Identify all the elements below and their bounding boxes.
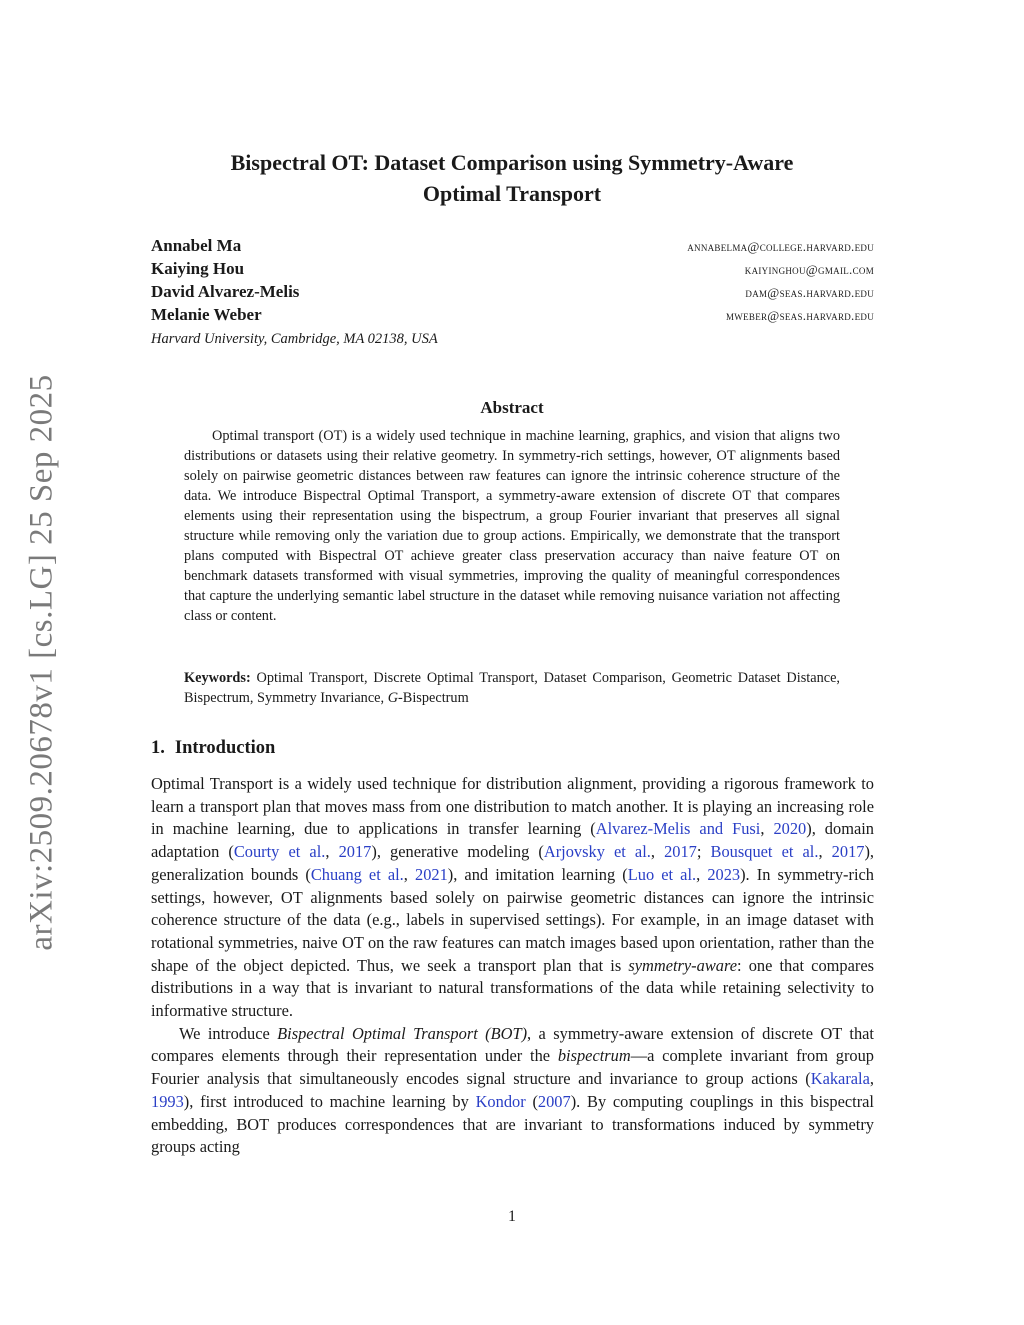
text-run: We introduce	[179, 1023, 278, 1043]
arxiv-id-text: arXiv:2509.20678v1 [cs.LG] 25 Sep 2025	[23, 373, 60, 951]
citation-link[interactable]: Alvarez-Melis and Fusi	[595, 819, 761, 839]
title-line-2: Optimal Transport	[422, 181, 602, 206]
citation-link[interactable]: Courty et al.	[233, 842, 326, 862]
citation-year-link[interactable]: 2007	[537, 1091, 571, 1111]
paper-title	[130, 147, 894, 209]
citation-year-link[interactable]: 2017	[664, 842, 697, 862]
keywords-text: Optimal Transport, Discrete Optimal Transport, Dataset Comparison, Geometric Dataset Distance, Bispectrum, Symmetry Invariance,	[184, 670, 841, 706]
keywords-label: Keywords:	[184, 670, 251, 686]
text-run: ,	[869, 1069, 874, 1089]
abstract-body: Optimal transport (OT) is a widely used technique in machine learning, graphics, and vision that aligns two distributions or datasets using their relative geometry. In symmetry-rich settings, however, OT alignments based solely on pairwise geometric distances between raw features can ignore the intrinsic coherence structure of the data. We introduce Bispectral Optimal Transport, a symmetry-aware extension of discrete OT that compares elements using their representation using the bispectrum, a group Fourier invariant that preserves all signal structure while removing only the variation due to group actions. Empirically, we demonstrate that the transport plans computed with Bispectral OT achieve greater class preservation accuracy than naive feature OT on benchmark datasets transformed with visual symmetries, improving the quality of meaningful correspondences that capture the underlying semantic label structure in the dataset while removing nuisance variation not affecting class or content.	[184, 428, 840, 624]
author-email: kaiyinghou@gmail.com	[744, 262, 874, 277]
author-row	[151, 236, 874, 259]
text-run: ,	[696, 864, 708, 884]
text-run: ), generative modeling (	[371, 842, 544, 862]
abstract-heading: Abstract	[480, 398, 544, 417]
text-run: , a symmetry-aware extension of discrete OT that compares elements through their representation under the	[151, 1023, 874, 1066]
text-run: ,	[760, 819, 774, 839]
keywords	[184, 668, 840, 708]
page-number: 1	[508, 1208, 516, 1225]
author-name: Kaiying Hou	[151, 259, 245, 278]
text-run: ,	[650, 842, 665, 862]
citation-link[interactable]: Chuang et al.	[310, 864, 404, 884]
citation-link[interactable]: Kakarala	[810, 1069, 870, 1089]
emphasis: symmetry-aware	[628, 955, 738, 975]
emphasis: bispectrum	[557, 1046, 631, 1066]
keywords-last: -Bispectrum	[398, 690, 469, 706]
section-title: Introduction	[174, 738, 276, 758]
intro-paragraph-1	[151, 773, 874, 1023]
text-run: Optimal Transport is a widely used technique for distribution alignment, providing a rigorous framework to learn a transport plan that moves mass from one distribution to match another. It is playing an increasing role in machine learning, due to applications in transfer learning (	[151, 774, 874, 839]
author-name: Annabel Ma	[151, 236, 242, 255]
text-run: ), domain adaptation (	[151, 819, 874, 862]
text-run: ), first introduced to machine learning by	[183, 1091, 476, 1111]
citation-year-link[interactable]: 2017	[831, 842, 865, 862]
text-run: ;	[696, 842, 711, 862]
author-row	[151, 282, 874, 305]
intro-paragraph-2	[151, 1023, 874, 1159]
section-number: 1.	[151, 738, 165, 758]
text-run: ,	[403, 864, 415, 884]
citation-year-link[interactable]: 2023	[707, 864, 741, 884]
text-run: —a complete invariant from group Fourier analysis that simultaneously encodes signal structure and invariance to group actions (	[151, 1046, 874, 1089]
author-email: dam@seas.harvard.edu	[745, 285, 874, 300]
citation-year-link[interactable]: 2021	[415, 864, 448, 884]
author-block	[151, 236, 874, 348]
citation-link[interactable]: Luo et al.	[627, 864, 697, 884]
affiliation: Harvard University, Cambridge, MA 02138, USA	[151, 331, 438, 347]
arxiv-side-identifier	[12, 372, 72, 952]
citation-link[interactable]: Kondor	[475, 1091, 526, 1111]
citation-year-link[interactable]: 2017	[338, 842, 372, 862]
introduction-body	[151, 773, 874, 1159]
author-row	[151, 305, 874, 328]
author-row	[151, 259, 874, 282]
author-email: annabelma@college.harvard.edu	[687, 239, 874, 254]
text-run: ,	[818, 842, 832, 862]
text-run: : one that compares distributions in a way that is invariant to natural transformations of the data while retaining selectivity to informative structure.	[151, 955, 874, 1021]
author-email: mweber@seas.harvard.edu	[726, 308, 874, 323]
keywords-group-symbol: G	[387, 690, 399, 706]
citation-year-link[interactable]: 2020	[773, 819, 807, 839]
section-heading	[151, 738, 275, 759]
text-run: ,	[325, 842, 339, 862]
citation-link[interactable]: Arjovsky et al.	[543, 842, 651, 862]
emphasis: Bispectral Optimal Transport (BOT)	[277, 1023, 528, 1043]
text-run: ). In symmetry-rich settings, however, OT alignments based solely on pairwise geometric distances can ignore the intrinsic coherence structure of the data (e.g., labels in supervised settings). For example, in an image dataset with rotational symmetries, naive OT on the raw features can match images based upon orientation, rather than the shape of the object depicted. Thus, we seek a transport plan that is	[151, 864, 874, 975]
author-name: Melanie Weber	[151, 305, 262, 324]
text-run: ). By computing couplings in this bispectral embedding, BOT produces correspondences that are invariant to transformations induced by symmetry groups acting	[151, 1091, 874, 1157]
text-run: (	[525, 1091, 538, 1111]
text-run: ), generalization bounds (	[151, 842, 875, 884]
citation-year-link[interactable]: 1993	[151, 1091, 184, 1111]
author-name: David Alvarez-Melis	[151, 282, 300, 301]
citation-link[interactable]: Bousquet et al.	[710, 842, 819, 862]
text-run: ), and imitation learning (	[447, 864, 628, 884]
title-line-1: Bispectral OT: Dataset Comparison using Symmetry-Aware	[230, 150, 794, 175]
